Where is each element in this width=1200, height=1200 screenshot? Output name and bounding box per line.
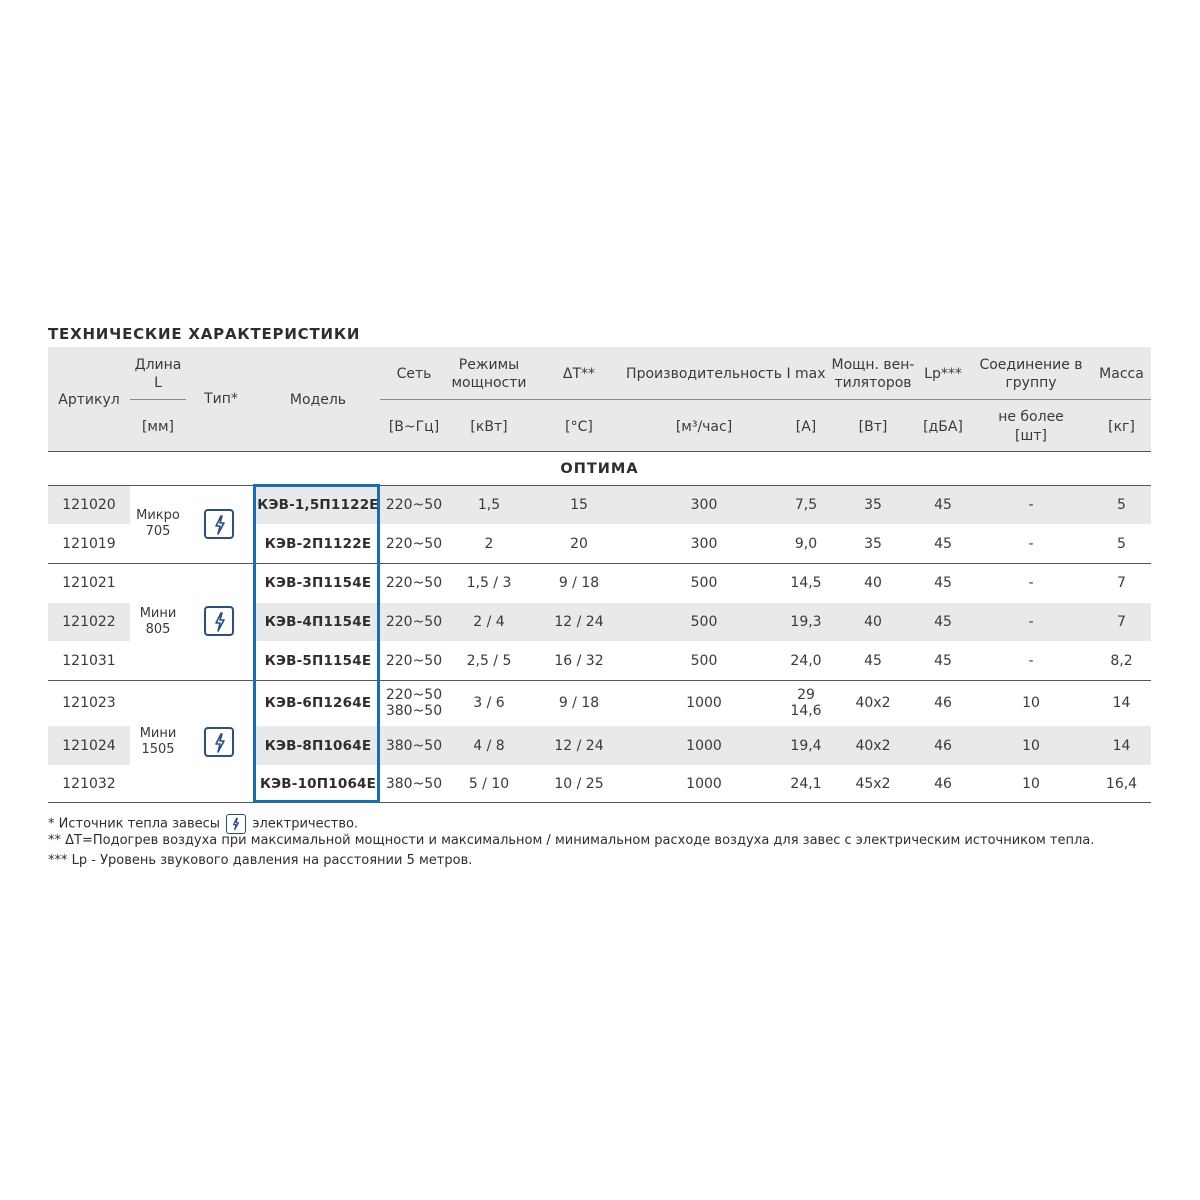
cell-imax-text: 7,5 (794, 497, 818, 513)
cell-mass (1092, 603, 1151, 641)
cell-network-text: 220~50 (385, 687, 443, 703)
cell-group-text: - (1028, 614, 1034, 630)
cell-article-text: 121032 (62, 776, 116, 792)
col-power-2: мощности (451, 375, 527, 391)
cell-delta-t (530, 765, 628, 803)
cell-fan-power-text: 45x2 (855, 776, 891, 792)
cell-group-text: - (1028, 536, 1034, 552)
cell-lp (916, 525, 970, 563)
cell-network-text: 220~50 (385, 536, 443, 552)
cell-productivity (628, 525, 780, 563)
cell-power (448, 726, 530, 765)
page-title: ТЕХНИЧЕСКИЕ ХАРАКТЕРИСТИКИ (48, 325, 361, 343)
cell-article-text: 121023 (62, 695, 116, 711)
col-group-unit-2: [шт] (1015, 428, 1047, 444)
group-size-3: Мини (139, 726, 177, 741)
cell-network (380, 726, 448, 765)
length-divider (130, 399, 186, 400)
cell-power-text: 2,5 / 5 (466, 653, 512, 669)
cell-network-text: 220~50 (385, 653, 443, 669)
cell-imax-text: 24,1 (790, 776, 822, 792)
cell-model-text: КЭВ-5П1154Е (264, 653, 372, 669)
cell-power-text: 2 (484, 536, 494, 552)
cell-productivity (628, 642, 780, 680)
cell-delta-t-text: 16 / 32 (554, 653, 604, 669)
cell-network (380, 681, 448, 725)
cell-group (970, 642, 1092, 680)
cell-fan-power (830, 642, 916, 680)
cell-delta-t (530, 642, 628, 680)
cell-productivity (628, 564, 780, 602)
cell-fan-power (830, 603, 916, 641)
cell-fan-power (830, 525, 916, 563)
col-group-unit-1: не более (998, 409, 1064, 425)
cell-delta-t (530, 726, 628, 765)
cell-article-text: 121022 (62, 614, 116, 630)
cell-group-text: - (1028, 653, 1034, 669)
cell-group-text: 10 (1022, 737, 1040, 754)
cell-productivity-text: 500 (690, 614, 718, 630)
group-size-2: Мини (139, 606, 177, 621)
cell-productivity (628, 726, 780, 765)
cell-model-text: КЭВ-1,5П1122Е (257, 497, 379, 513)
col-network-unit: [В~Гц] (388, 419, 440, 435)
cell-article-text: 121020 (62, 497, 116, 513)
lightning-icon (204, 509, 234, 539)
cell-lp-text: 45 (934, 653, 952, 669)
cell-productivity (628, 765, 780, 803)
col-group-2: группу (1005, 375, 1057, 391)
cell-mass-text: 7 (1117, 575, 1126, 591)
cell-imax (780, 564, 832, 602)
cell-power (448, 564, 530, 602)
group-size-1b: 705 (145, 524, 171, 539)
col-fan-2: тиляторов (834, 375, 912, 391)
cell-delta-t-text: 20 (570, 536, 588, 552)
col-fan-unit: [Вт] (858, 419, 888, 435)
group-size-3b: 1505 (141, 742, 175, 757)
cell-delta-t (530, 525, 628, 563)
cell-imax-text: 14,6 (790, 703, 822, 719)
col-model: Модель (289, 392, 347, 408)
cell-imax-text: 14,5 (790, 575, 822, 591)
cell-productivity-text: 300 (690, 497, 718, 513)
cell-mass-text: 8,2 (1110, 653, 1133, 669)
cell-imax-text: 19,3 (790, 614, 822, 630)
cell-fan-power (830, 486, 916, 524)
col-mass: Масса (1099, 366, 1144, 382)
col-delta-t: ΔT** (562, 366, 596, 382)
cell-group (970, 486, 1092, 524)
cell-network-text: 220~50 (385, 497, 443, 513)
cell-lp-text: 46 (934, 776, 952, 792)
cell-article (48, 642, 130, 680)
cell-article-text: 121019 (62, 536, 116, 552)
cell-article (48, 726, 130, 765)
cell-power (448, 486, 530, 524)
cell-lp-text: 46 (934, 695, 952, 711)
cell-fan-power-text: 35 (864, 497, 882, 513)
col-lp: Lp*** (924, 366, 962, 382)
cell-delta-t (530, 486, 628, 524)
cell-fan-power-text: 35 (864, 536, 882, 552)
col-length-unit: [мм] (141, 419, 175, 435)
cell-network (380, 486, 448, 524)
cell-power-text: 4 / 8 (473, 737, 505, 754)
cell-power (448, 681, 530, 725)
cell-fan-power (830, 564, 916, 602)
col-lp-unit: [дБА] (923, 419, 963, 435)
cell-delta-t-text: 10 / 25 (554, 776, 604, 792)
col-productivity: Производительность (626, 366, 782, 382)
cell-fan-power-text: 40x2 (855, 737, 891, 754)
cell-productivity (628, 681, 780, 725)
cell-article (48, 681, 130, 725)
cell-fan-power (830, 765, 916, 803)
cell-productivity-text: 500 (690, 653, 718, 669)
cell-fan-power-text: 45 (864, 653, 882, 669)
cell-lp-text: 45 (934, 614, 952, 630)
header-divider (380, 399, 1151, 400)
cell-productivity (628, 603, 780, 641)
cell-imax (780, 765, 832, 803)
cell-mass (1092, 525, 1151, 563)
cell-lp (916, 765, 970, 803)
cell-group-text: - (1028, 497, 1034, 513)
cell-group (970, 726, 1092, 765)
cell-group-text: 10 (1022, 776, 1040, 792)
col-article: Артикул (58, 392, 120, 408)
col-network: Сеть (396, 366, 432, 382)
col-type: Тип* (204, 391, 238, 407)
cell-lp (916, 642, 970, 680)
cell-power-text: 3 / 6 (473, 695, 505, 711)
cell-network-text: 380~50 (385, 776, 443, 792)
col-group-1: Соединение в (979, 357, 1083, 373)
cell-imax (780, 525, 832, 563)
col-power-unit: [кВт] (470, 419, 508, 435)
cell-mass-text: 14 (1112, 695, 1131, 711)
cell-delta-t (530, 603, 628, 641)
cell-network-text: 220~50 (385, 614, 443, 630)
cell-lp (916, 726, 970, 765)
cell-article (48, 525, 130, 563)
cell-power (448, 765, 530, 803)
model-highlight-frame (253, 484, 380, 803)
cell-delta-t-text: 12 / 24 (554, 614, 604, 630)
cell-article-text: 121031 (62, 653, 116, 669)
cell-lp-text: 45 (934, 497, 952, 513)
lightning-icon (226, 814, 246, 834)
cell-lp (916, 681, 970, 725)
group-size-1: Микро (136, 508, 180, 523)
col-length: Длина (134, 357, 182, 373)
cell-imax (780, 681, 832, 725)
cell-network-text: 220~50 (385, 575, 443, 591)
cell-delta-t-text: 9 / 18 (558, 695, 600, 711)
cell-group (970, 681, 1092, 725)
cell-fan-power-text: 40 (864, 614, 882, 630)
cell-lp (916, 564, 970, 602)
cell-delta-t-text: 15 (570, 497, 588, 513)
cell-productivity-text: 500 (690, 575, 718, 591)
cell-mass (1092, 564, 1151, 602)
cell-imax-text: 24,0 (790, 653, 822, 669)
cell-model-text: КЭВ-3П1154Е (264, 575, 372, 591)
header-bottom-line (48, 451, 1151, 452)
col-power-1: Режимы (458, 357, 520, 373)
group-size-2b: 805 (145, 622, 171, 637)
cell-group (970, 525, 1092, 563)
footnote-2: ** ΔT=Подогрев воздуха при максимальной мощности и максимальном / минимальном расходе воздуха для завес с электрическим источником тепла. (48, 833, 1095, 848)
cell-model-text: КЭВ-8П1064Е (264, 737, 372, 754)
cell-network (380, 564, 448, 602)
cell-group (970, 603, 1092, 641)
cell-article (48, 603, 130, 641)
cell-power (448, 603, 530, 641)
cell-mass-text: 7 (1117, 614, 1126, 630)
cell-mass (1092, 486, 1151, 524)
cell-network-text: 380~50 (385, 703, 443, 719)
cell-imax-text: 29 (797, 687, 815, 703)
cell-productivity (628, 486, 780, 524)
cell-lp-text: 45 (934, 575, 952, 591)
cell-mass-text: 5 (1117, 536, 1126, 552)
col-imax-unit: [А] (795, 419, 817, 435)
cell-group-text: 10 (1022, 695, 1040, 711)
cell-imax-text: 9,0 (794, 536, 818, 552)
cell-power-text: 2 / 4 (473, 614, 505, 630)
cell-mass (1092, 726, 1151, 765)
cell-mass (1092, 681, 1151, 725)
cell-delta-t (530, 564, 628, 602)
cell-group (970, 765, 1092, 803)
cell-network (380, 765, 448, 803)
cell-imax (780, 726, 832, 765)
cell-lp-text: 46 (934, 737, 952, 754)
cell-mass-text: 5 (1117, 497, 1126, 513)
cell-network (380, 603, 448, 641)
cell-productivity-text: 1000 (686, 776, 722, 792)
footnote-1: * Источник тепла завесы электричество. (48, 814, 358, 834)
lightning-icon (204, 606, 234, 636)
cell-productivity-text: 1000 (686, 737, 722, 754)
cell-network (380, 642, 448, 680)
cell-network-text: 380~50 (385, 737, 443, 754)
cell-article-text: 121024 (62, 737, 116, 754)
cell-mass-text: 14 (1112, 737, 1131, 754)
cell-power-text: 1,5 / 3 (466, 575, 512, 591)
cell-power (448, 525, 530, 563)
cell-fan-power-text: 40 (864, 575, 882, 591)
cell-model-text: КЭВ-2П1122Е (264, 536, 372, 552)
cell-power-text: 5 / 10 (468, 776, 510, 792)
cell-lp (916, 603, 970, 641)
cell-imax (780, 486, 832, 524)
cell-article (48, 765, 130, 803)
cell-power-text: 1,5 (477, 497, 501, 513)
cell-mass (1092, 642, 1151, 680)
cell-fan-power-text: 40x2 (855, 695, 891, 711)
cell-group-text: - (1028, 575, 1034, 591)
cell-network (380, 525, 448, 563)
cell-group (970, 564, 1092, 602)
cell-fan-power (830, 726, 916, 765)
cell-power (448, 642, 530, 680)
col-productivity-unit: [м³/час] (675, 419, 733, 435)
col-fan-1: Мощн. вен- (831, 357, 915, 373)
col-mass-unit: [кг] (1108, 419, 1135, 435)
cell-delta-t (530, 681, 628, 725)
cell-fan-power (830, 681, 916, 725)
cell-article (48, 564, 130, 602)
cell-productivity-text: 300 (690, 536, 718, 552)
col-delta-t-unit: [°С] (565, 419, 593, 435)
section-title: ОПТИМА (560, 461, 639, 477)
cell-productivity-text: 1000 (686, 695, 722, 711)
lightning-icon (204, 727, 234, 757)
cell-article-text: 121021 (62, 575, 116, 591)
cell-model-text: КЭВ-4П1154Е (264, 614, 372, 630)
cell-delta-t-text: 9 / 18 (558, 575, 600, 591)
cell-delta-t-text: 12 / 24 (554, 737, 604, 754)
col-length-l: L (154, 375, 162, 391)
cell-model-text: КЭВ-6П1264Е (264, 695, 372, 711)
cell-mass (1092, 765, 1151, 803)
cell-imax-text: 19,4 (790, 737, 822, 754)
col-imax: I max (786, 366, 826, 382)
cell-article (48, 486, 130, 524)
footnote-3: *** Lp - Уровень звукового давления на расстоянии 5 метров. (48, 853, 473, 868)
cell-lp-text: 45 (934, 536, 952, 552)
cell-lp (916, 486, 970, 524)
cell-model-text: КЭВ-10П1064Е (259, 776, 377, 792)
cell-imax (780, 642, 832, 680)
cell-imax (780, 603, 832, 641)
cell-mass-text: 16,4 (1105, 776, 1138, 792)
